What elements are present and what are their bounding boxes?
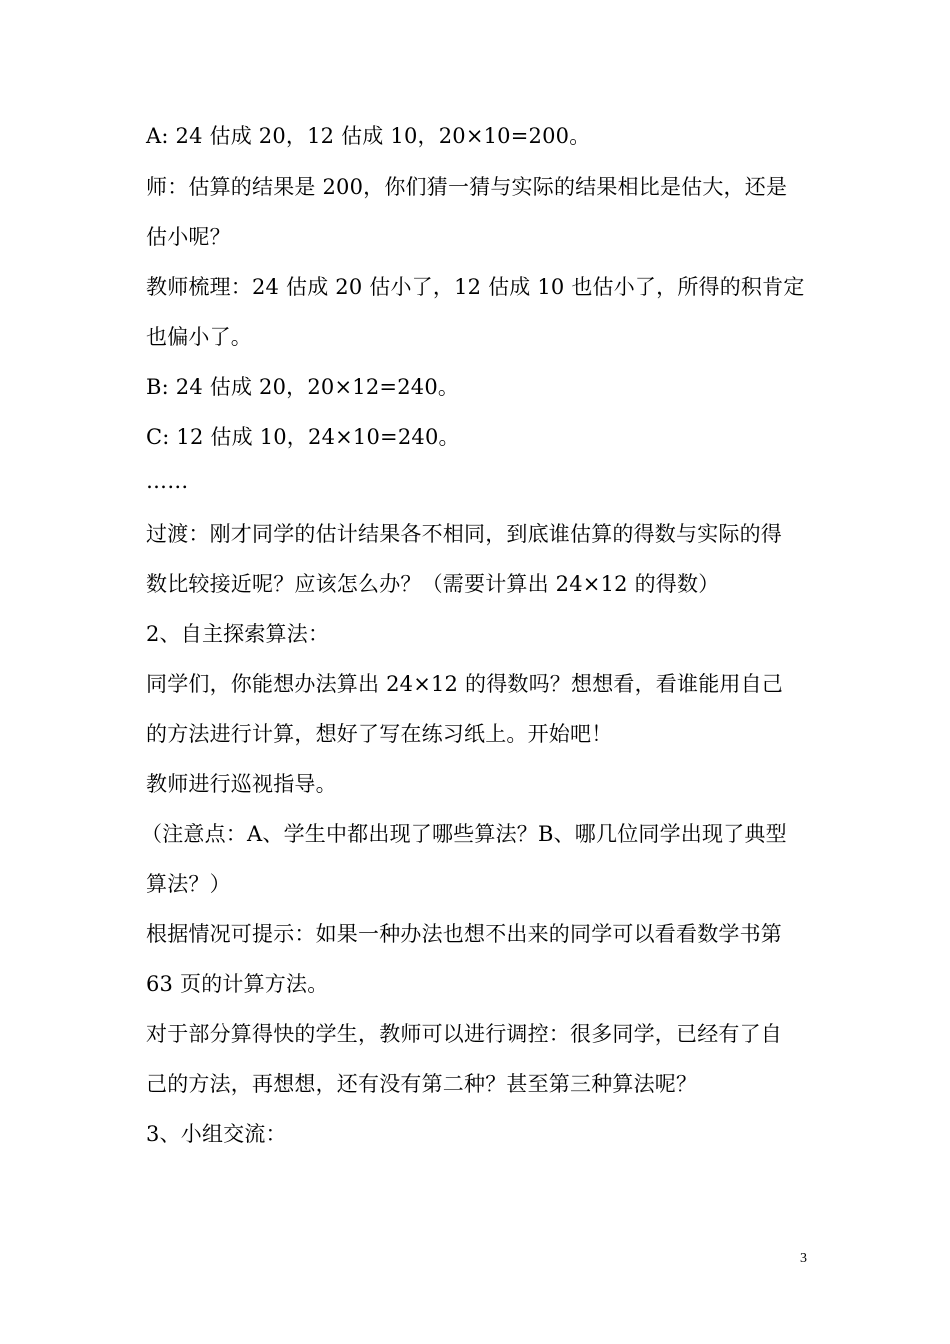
text-line-16: 算法？） (146, 872, 231, 896)
text-line-4: 教师梳理：24 估成 20 估小了，12 估成 10 也估小了，所得的积肯定 (146, 275, 805, 299)
text-line-3: 估小呢？ (146, 225, 231, 249)
text-line-18: 63 页的计算方法。 (146, 972, 329, 996)
text-line-12: 同学们，你能想办法算出 24×12 的得数吗？想想看，看谁能用自己 (146, 672, 783, 696)
text-line-2: 师：估算的结果是 200，你们猜一猜与实际的结果相比是估大，还是 (146, 175, 788, 199)
text-line-19: 对于部分算得快的学生，教师可以进行调控：很多同学，已经有了自 (146, 1022, 782, 1046)
text-line-6: B: 24 估成 20，20×12=240。 (146, 375, 460, 399)
section-heading-3: 3、小组交流： (146, 1122, 287, 1146)
text-line-5: 也偏小了。 (146, 325, 252, 349)
text-line-10: 数比较接近呢？应该怎么办？（需要计算出 24×12 的得数） (146, 572, 720, 596)
text-line-20: 己的方法，再想想，还有没有第二种？甚至第三种算法呢？ (146, 1072, 698, 1096)
text-line-9: 过渡：刚才同学的估计结果各不相同，到底谁估算的得数与实际的得 (146, 522, 782, 546)
section-heading-2: 2、自主探索算法： (146, 622, 330, 646)
text-line-14: 教师进行巡视指导。 (146, 772, 337, 796)
text-line-17: 根据情况可提示：如果一种办法也想不出来的同学可以看看数学书第 (146, 922, 782, 946)
page-number: 3 (800, 1251, 807, 1266)
text-line-15: （注意点：A、学生中都出现了哪些算法？B、哪几位同学出现了典型 (141, 822, 787, 846)
ellipsis-line: …… (146, 469, 189, 493)
text-line-7: C: 12 估成 10，24×10=240。 (146, 425, 460, 449)
text-line-13: 的方法进行计算，想好了写在练习纸上。开始吧！ (146, 722, 613, 746)
text-line-1: A: 24 估成 20，12 估成 10，20×10=200。 (146, 124, 591, 148)
